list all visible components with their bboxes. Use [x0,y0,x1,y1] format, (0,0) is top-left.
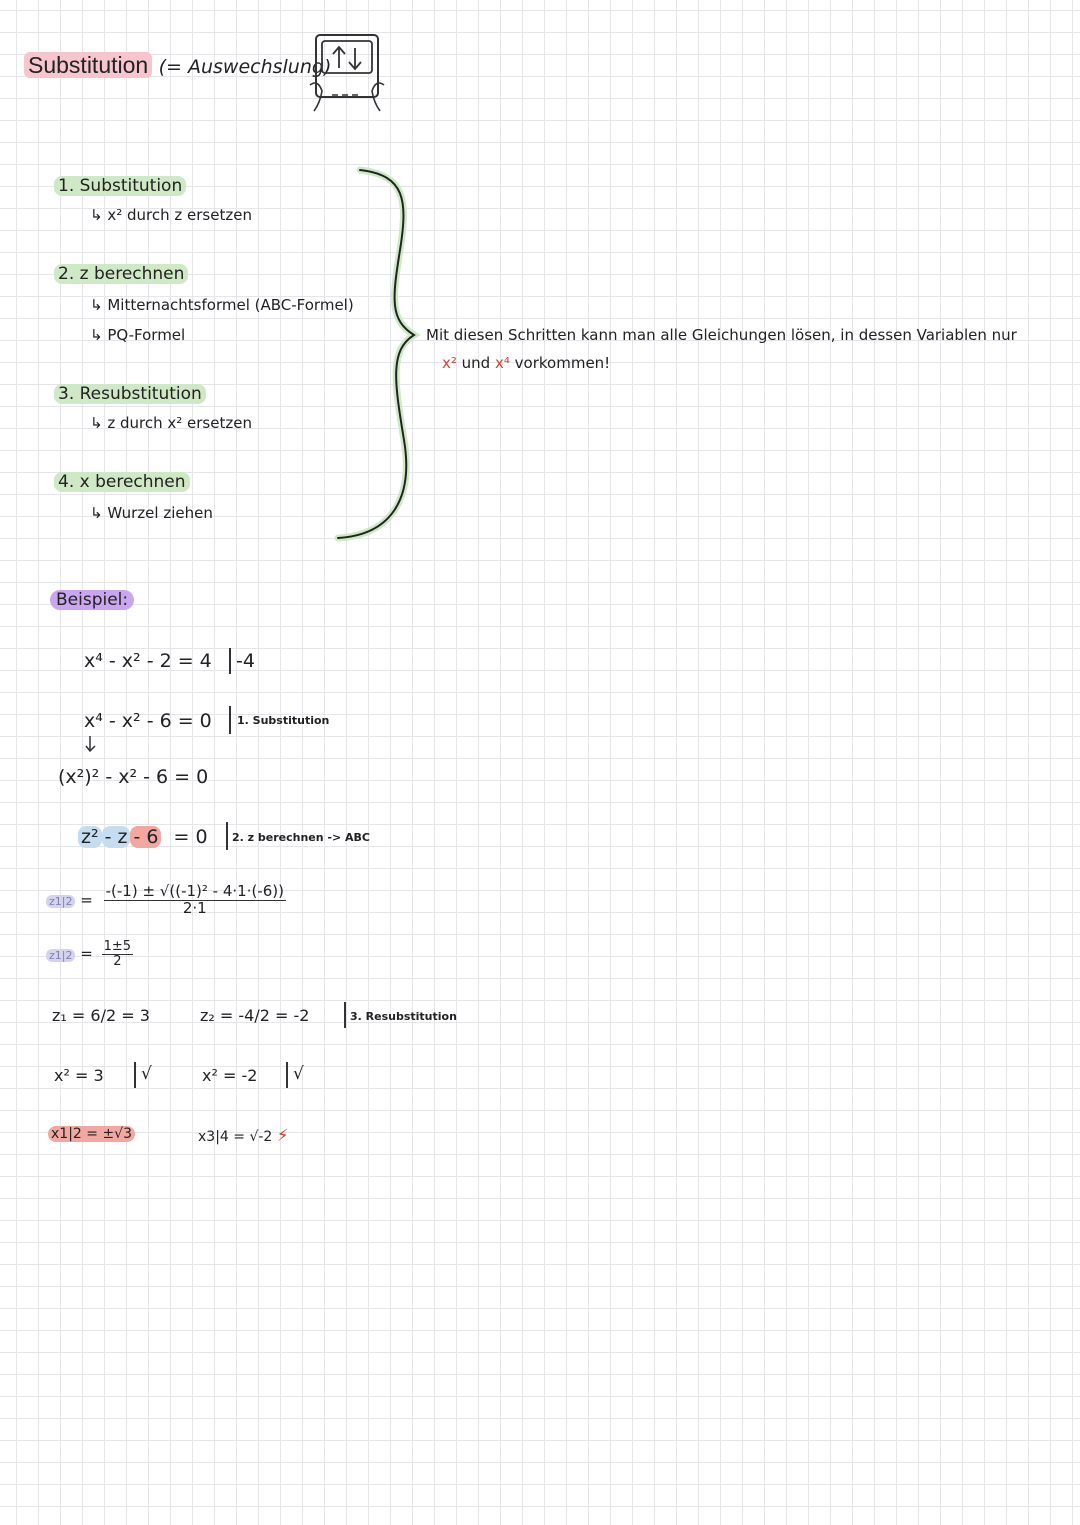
equation-1: x⁴ - x² - 2 = 4 [84,650,212,672]
equation-2: x⁴ - x² - 6 = 0 [84,710,212,732]
page-title: Substitution (= Auswechslung) [24,52,331,79]
equation-2-op: 1. Substitution [237,714,330,727]
example-label: Beispiel: [50,590,134,610]
step-2-detail-1: ↳ Mitternachtsformel (ABC-Formel) [90,296,354,314]
lightning-icon: ⚡ [276,1126,289,1146]
operation-bar [134,1062,136,1088]
page-subtitle: (= Auswechslung) [158,56,332,78]
step-1-detail: ↳ x² durch z ersetzen [90,206,252,224]
equation-4: z² - z - 6 = 0 [78,826,208,848]
sqrt-icon: √ [141,1064,152,1084]
step-3-detail: ↳ z durch x² ersetzen [90,414,252,432]
brace [330,160,430,549]
operation-bar [229,648,231,674]
note-line-1: Mit diesen Schritten kann man alle Gleichungen lösen, in dessen Variablen nur [426,326,1017,344]
arrow-down-icon [84,734,100,758]
x-squared-neg2: x² = -2 [202,1066,258,1085]
equation-4-op: 2. z berechnen -> ABC [232,831,370,844]
note-line-2: x² und x⁴ vorkommen! [442,354,611,372]
step-2: 2. z berechnen [54,264,188,284]
step-4: 4. x berechnen [54,472,190,492]
abc-simplified: z1|2 = $\frac{1\pm 5}{2}$ [46,940,133,968]
step-2-detail-2: ↳ PQ-Formel [90,326,186,344]
x12-result: x1|2 = ±√3 [48,1126,135,1142]
step-1: 1. Substitution [54,176,186,196]
operation-bar [286,1062,288,1088]
step-4-detail: ↳ Wurzel ziehen [90,504,213,522]
step-3: 3. Resubstitution [54,384,206,404]
equation-1-op: -4 [236,650,255,672]
operation-bar [226,822,228,850]
abc-formula: z1|2 = $\frac{\text{-(-1) ± √((-1)² - 4·1·(-6))}}{2\cdot 1}$ [46,884,286,917]
x34-result: x3|4 = √-2 ⚡ [198,1126,289,1146]
z2-result: z₂ = -4/2 = -2 [200,1006,310,1025]
operation-bar [229,706,231,734]
operation-bar [344,1002,346,1028]
z1-result: z₁ = 6/2 = 3 [52,1006,150,1025]
sqrt-icon: √ [293,1064,304,1084]
resubstitution-op: 3. Resubstitution [350,1010,457,1023]
equation-3: (x²)² - x² - 6 = 0 [58,766,209,788]
tablet-icon [306,30,388,120]
x-squared-3: x² = 3 [54,1066,104,1085]
